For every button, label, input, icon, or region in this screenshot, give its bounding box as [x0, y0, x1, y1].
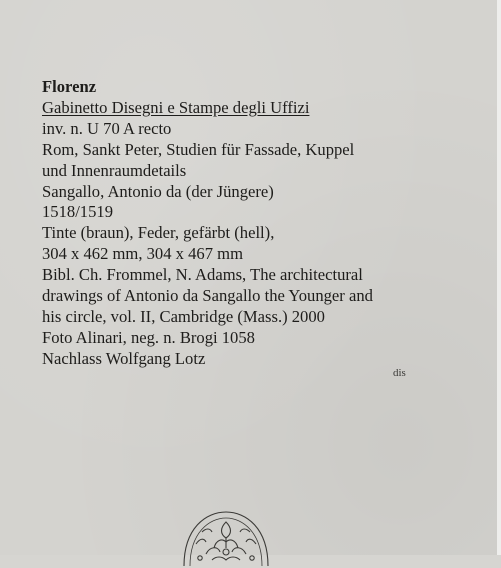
inventory-number: inv. n. U 70 A recto — [42, 118, 172, 138]
record-text — [42, 77, 462, 370]
card-edge — [497, 0, 501, 555]
dimensions: 304 x 462 mm, 304 x 467 mm — [42, 244, 243, 264]
estate-note: Nachlass Wolfgang Lotz — [42, 348, 206, 368]
collection-name: Gabinetto Disegni e Stampe degli Uffizi — [42, 97, 310, 117]
subject-line-2: und Innenraumdetails — [42, 160, 187, 180]
artist-name: Sangallo, Antonio da (der Jüngere) — [42, 181, 274, 201]
bibliography-line-2: drawings of Antonio da Sangallo the Younger and — [42, 286, 373, 306]
bibliography-line-1: Bibl. Ch. Frommel, N. Adams, The architectural — [42, 265, 363, 285]
photo-reference: Foto Alinari, neg. n. Brogi 1058 — [42, 327, 255, 347]
technique: Tinte (braun), Feder, gefärbt (hell), — [42, 223, 275, 243]
city-title: Florenz — [42, 77, 97, 96]
bibliography-line-3: his circle, vol. II, Cambridge (Mass.) 2000 — [42, 306, 325, 326]
ornamental-seal-icon — [176, 508, 276, 568]
dis-marker: dis — [393, 367, 406, 379]
date: 1518/1519 — [42, 202, 113, 222]
subject-line-1: Rom, Sankt Peter, Studien für Fassade, Kuppel — [42, 139, 355, 159]
